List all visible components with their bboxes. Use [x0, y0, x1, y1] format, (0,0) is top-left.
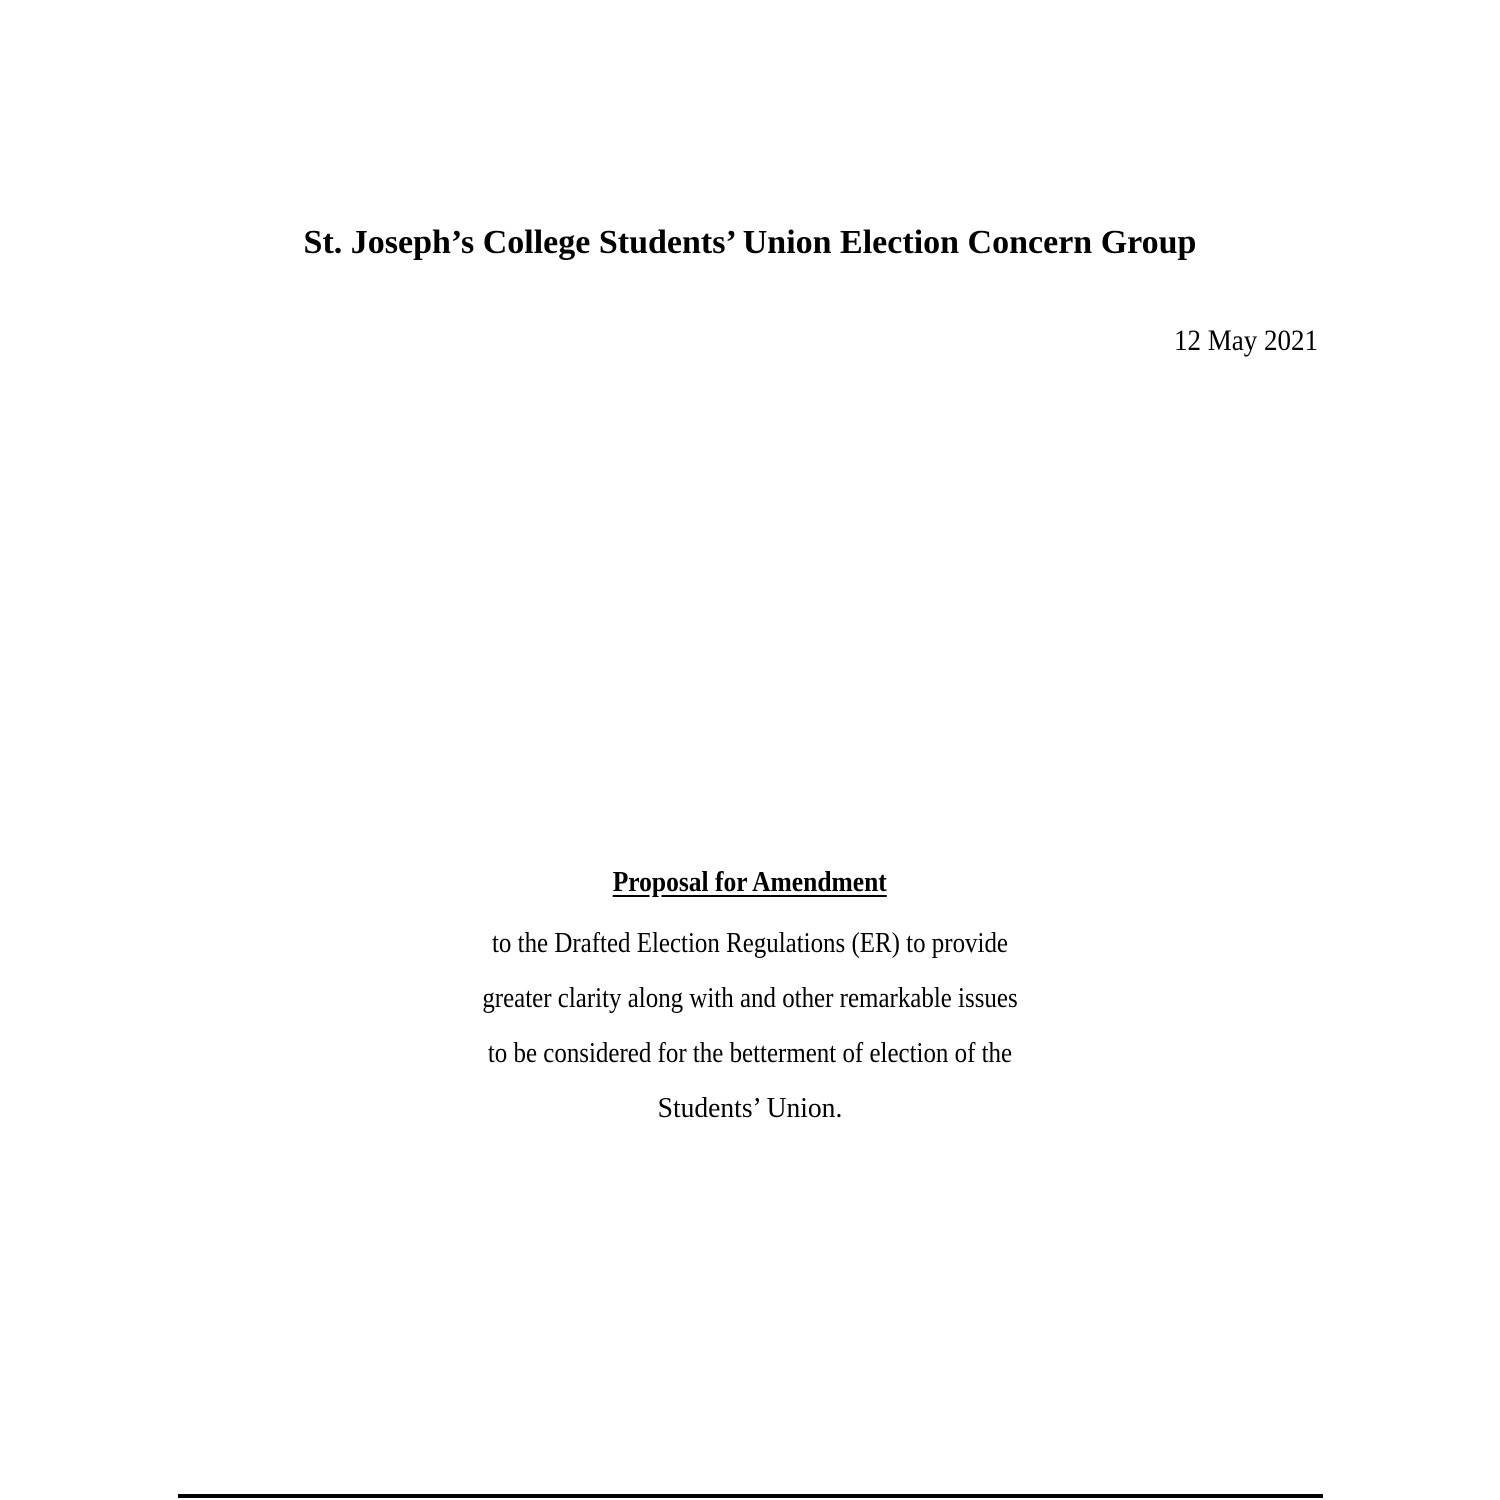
document-date: 12 May 2021 — [1174, 324, 1318, 357]
organization-title: St. Joseph’s College Students’ Union Election Concern Group — [303, 224, 1197, 261]
proposal-section — [300, 862, 1200, 1136]
proposal-line: Students’ Union. — [657, 1092, 843, 1124]
proposal-description — [300, 916, 1200, 1136]
footer-rule — [178, 1494, 1323, 1498]
proposal-line: to be considered for the betterment of election of the — [487, 1037, 1013, 1069]
proposal-heading: Proposal for Amendment — [612, 866, 888, 898]
proposal-line: to the Drafted Election Regulations (ER) to provide — [492, 927, 1008, 959]
proposal-line: greater clarity along with and other remarkable issues — [482, 982, 1018, 1014]
